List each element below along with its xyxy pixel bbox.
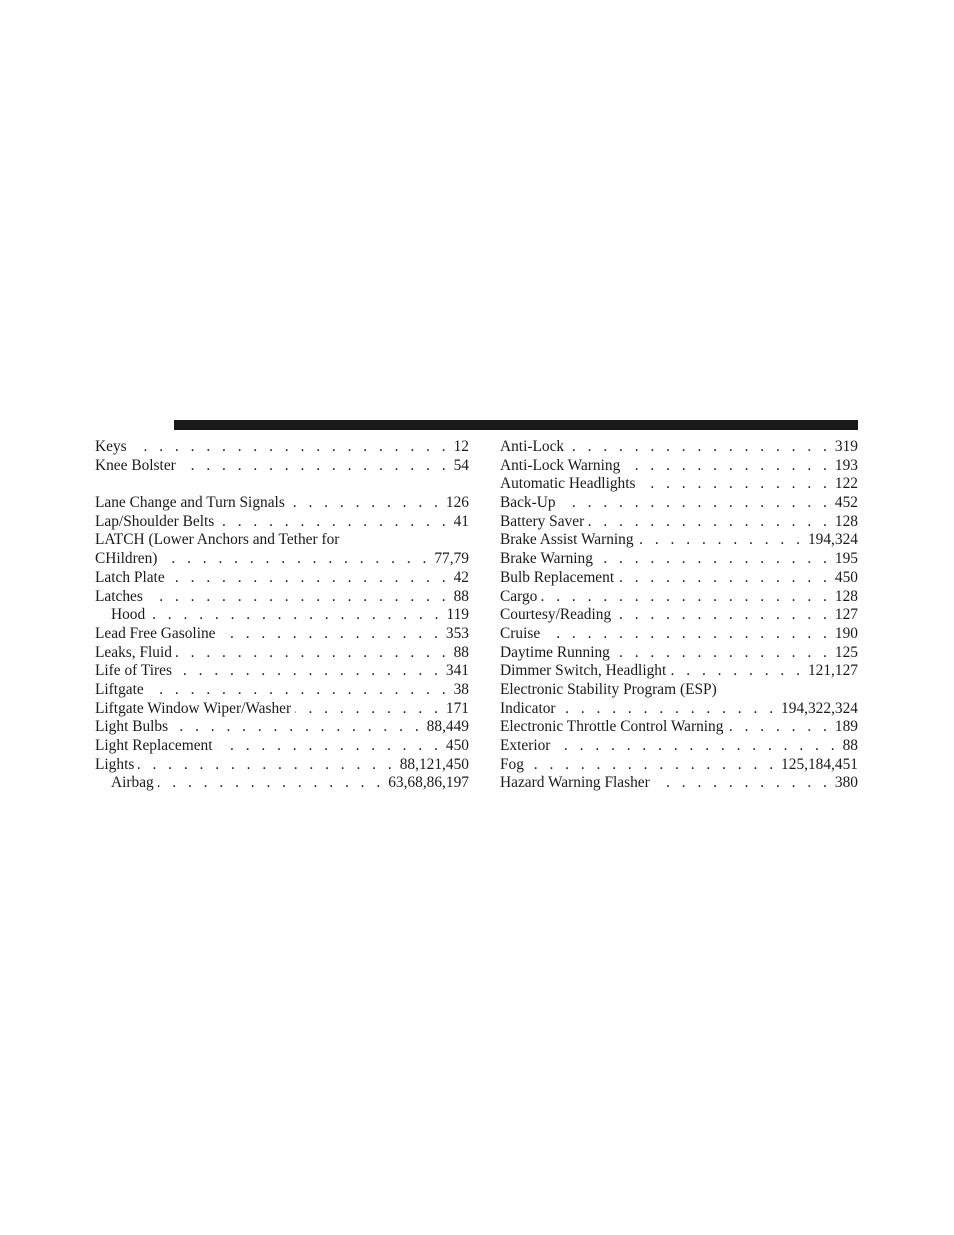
dot-leader <box>597 550 831 569</box>
index-term: Latches <box>95 587 143 605</box>
dot-leader <box>615 606 831 625</box>
index-entry <box>95 718 469 737</box>
dot-leader <box>149 606 442 625</box>
page-number: 88,121,450 <box>399 755 469 773</box>
index-entry <box>500 569 858 588</box>
index-term: Lane Change and Turn Signals <box>95 494 285 512</box>
page-number: 128 <box>834 512 858 530</box>
page-number: 194,324 <box>807 531 858 549</box>
dot-leader <box>169 569 450 588</box>
index-entry <box>95 569 469 588</box>
index-entry <box>500 774 858 793</box>
dot-leader <box>220 625 442 644</box>
page-number: 88 <box>842 737 858 754</box>
page-number: 88 <box>453 643 469 661</box>
index-entry <box>95 737 469 756</box>
index-entry <box>95 457 469 476</box>
index-entry <box>500 531 858 550</box>
index-term: Bulb Replacement <box>500 568 615 586</box>
index-term: Hood <box>111 606 146 624</box>
index-term: Keys <box>95 438 127 455</box>
page-number: 125 <box>834 643 858 661</box>
dot-leader <box>727 718 830 737</box>
index-entry <box>500 475 858 494</box>
dot-leader <box>148 681 450 700</box>
index-term: Liftgate <box>95 680 144 698</box>
index-term: Lead Free Gasoline <box>95 624 216 642</box>
dot-leader <box>640 475 831 494</box>
page-number: 125,184,451 <box>781 755 858 773</box>
index-entry <box>500 644 858 663</box>
dot-leader <box>544 625 831 644</box>
page-number: 319 <box>834 438 858 455</box>
index-term: Life of Tires <box>95 662 172 680</box>
dot-leader <box>180 457 450 476</box>
index-term: Lights <box>95 755 135 773</box>
index-term: Brake Assist Warning <box>500 531 634 549</box>
index-term: Automatic Headlights <box>500 475 636 493</box>
index-entry <box>500 662 858 681</box>
index-entry <box>95 494 469 513</box>
index-entry <box>500 625 858 644</box>
page-number: 171 <box>445 699 469 717</box>
section-header-bar <box>174 420 858 430</box>
index-entry <box>95 662 469 681</box>
dot-leader <box>670 662 804 681</box>
page-number: 353 <box>445 624 469 642</box>
page-number: 189 <box>834 718 858 736</box>
page-number: 122 <box>834 475 858 493</box>
dot-leader <box>528 756 777 775</box>
dot-leader <box>638 531 804 550</box>
page-number: 88 <box>453 587 469 605</box>
dot-leader <box>541 588 831 607</box>
page-number: 126 <box>445 494 469 512</box>
index-term: Hazard Warning Flasher <box>500 774 650 792</box>
index-term: Lap/Shoulder Belts <box>95 512 215 530</box>
index-entry <box>500 700 858 719</box>
index-column-left <box>95 438 469 793</box>
index-term: Fog <box>500 755 524 773</box>
dot-leader <box>158 774 384 793</box>
page-number: 63,68,86,197 <box>388 774 469 792</box>
index-term: Light Replacement <box>95 737 213 754</box>
dot-leader <box>618 569 831 588</box>
page-number: 42 <box>453 568 469 586</box>
dot-leader <box>176 662 442 681</box>
index-entry <box>500 438 858 457</box>
dot-leader <box>176 644 450 663</box>
index-entry <box>95 531 469 550</box>
page-number: 54 <box>453 456 469 474</box>
index-entry <box>95 550 469 569</box>
page-number: 38 <box>453 680 469 698</box>
dot-leader <box>138 756 395 775</box>
index-term: Battery Saver <box>500 512 585 530</box>
page-number: 450 <box>445 737 469 754</box>
index-column-right <box>500 438 858 793</box>
dot-leader <box>554 737 838 756</box>
page-number: 119 <box>446 606 469 624</box>
dot-leader <box>624 457 831 476</box>
page-number: 195 <box>834 550 858 568</box>
index-entry <box>500 457 858 476</box>
index-term: Exterior <box>500 737 551 754</box>
page-number: 190 <box>834 624 858 642</box>
page-number: 77,79 <box>434 550 469 568</box>
index-term: Courtesy/Reading <box>500 606 612 624</box>
index-entry <box>95 513 469 532</box>
index-entry <box>95 606 469 625</box>
index-term: CHildren) <box>95 550 158 568</box>
index-entry <box>95 681 469 700</box>
index-term: Liftgate Window Wiper/Washer <box>95 699 292 717</box>
index-entry <box>500 588 858 607</box>
index-term: Cargo <box>500 587 538 605</box>
index-term: Daytime Running <box>500 643 610 661</box>
index-term: Electronic Throttle Control Warning <box>500 718 724 736</box>
page-number: 121,127 <box>807 662 858 680</box>
index-entry <box>500 737 858 756</box>
index-term: Latch Plate <box>95 568 165 586</box>
index-entry <box>95 756 469 775</box>
index-term: Dimmer Switch, Headlight <box>500 662 667 680</box>
page-number: 128 <box>834 587 858 605</box>
dot-leader <box>568 438 831 457</box>
page-number: 380 <box>834 774 858 792</box>
index-entry <box>500 513 858 532</box>
dot-leader <box>560 700 777 719</box>
dot-leader <box>147 588 450 607</box>
page-number: 194,322,324 <box>781 699 858 717</box>
index-term: Anti-Lock Warning <box>500 456 621 474</box>
page-number: 88,449 <box>426 718 469 736</box>
index-entry <box>500 606 858 625</box>
dot-leader <box>172 718 423 737</box>
index-entry <box>95 588 469 607</box>
dot-leader <box>218 513 449 532</box>
dot-leader <box>217 737 442 756</box>
index-entry <box>500 756 858 775</box>
page-number: 193 <box>834 456 858 474</box>
dot-leader <box>131 438 450 457</box>
dot-leader <box>614 644 831 663</box>
index-term: Cruise <box>500 624 541 642</box>
index-term: Knee Bolster <box>95 456 176 474</box>
page-number: 12 <box>453 438 469 455</box>
index-entry <box>500 681 858 700</box>
index-term: Electronic Stability Program (ESP) <box>500 680 717 698</box>
index-term: LATCH (Lower Anchors and Tether for <box>95 531 340 549</box>
dot-leader <box>560 494 831 513</box>
index-term: Back-Up <box>500 494 556 512</box>
dot-leader <box>289 494 442 513</box>
index-term: Light Bulbs <box>95 718 169 736</box>
index-term: Indicator <box>500 699 556 717</box>
page-number: 452 <box>834 494 858 512</box>
page-number: 41 <box>453 512 469 530</box>
index-term: Brake Warning <box>500 550 593 568</box>
index-entry <box>95 644 469 663</box>
index-term: Leaks, Fluid <box>95 643 172 661</box>
index-term: Airbag <box>111 774 154 792</box>
dot-leader <box>161 550 430 569</box>
page-number: 127 <box>834 606 858 624</box>
page-number: 450 <box>834 568 858 586</box>
index-term: Anti-Lock <box>500 438 565 455</box>
index-entry <box>95 700 469 719</box>
index-entry <box>500 550 858 569</box>
index-entry <box>95 438 469 457</box>
index-entry <box>95 774 469 793</box>
index-entry <box>500 494 858 513</box>
dot-leader <box>654 774 831 793</box>
dot-leader <box>295 700 442 719</box>
index-entry <box>95 625 469 644</box>
index-entry <box>500 718 858 737</box>
dot-leader <box>588 513 831 532</box>
page-number: 341 <box>445 662 469 680</box>
